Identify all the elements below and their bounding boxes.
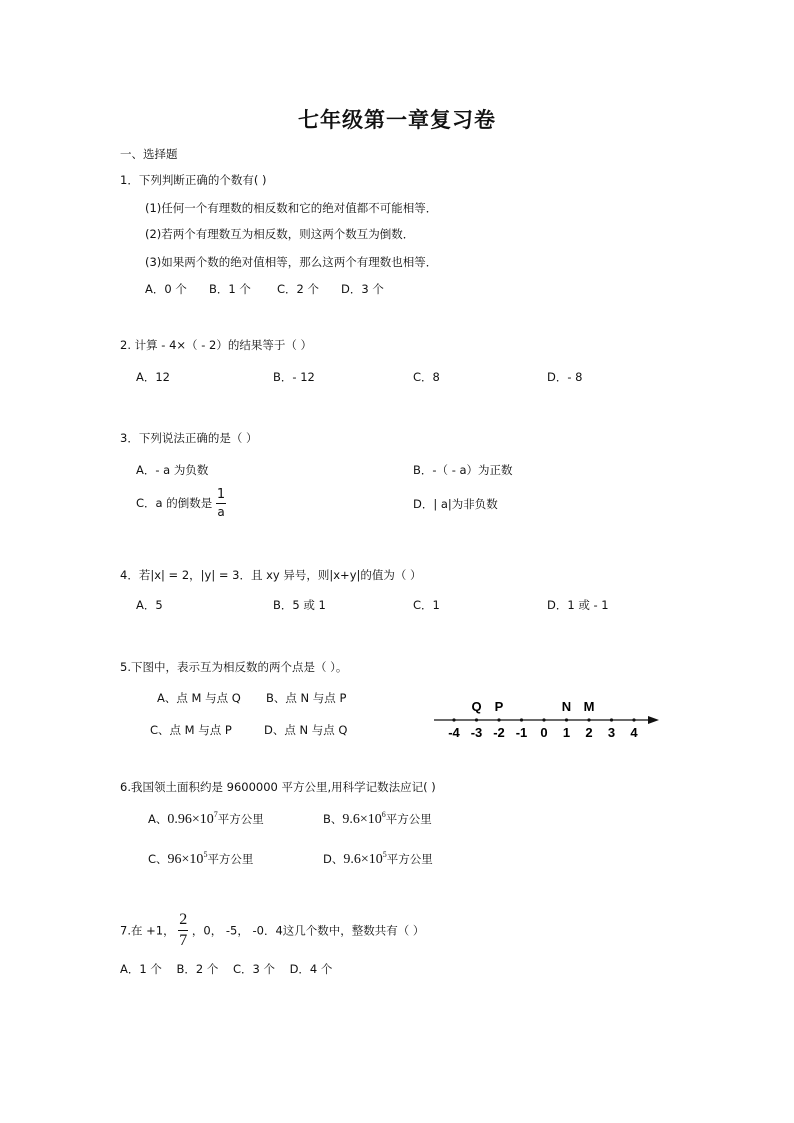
q4-option-c: C．1	[413, 598, 440, 612]
q6-a-exponent: 7	[213, 810, 218, 819]
q3-option-c-text: C．a 的倒数是	[136, 496, 213, 510]
q6-c-times: ×10	[181, 852, 204, 867]
number-line-tick-label: -2	[493, 725, 505, 740]
number-line-tick-label: -3	[470, 725, 483, 740]
q6-option-a-math	[167, 812, 217, 827]
q1-stem: 1．下列判断正确的个数有( )	[120, 173, 267, 187]
q5-option-b: B、点 N 与点 P	[266, 691, 347, 705]
q5-option-c: C、点 M 与点 P	[150, 723, 232, 737]
number-line-tick-label: -4	[448, 725, 460, 740]
number-line-tick	[475, 718, 478, 721]
number-line-tick	[542, 718, 545, 721]
q3-fraction-denominator: a	[217, 505, 225, 519]
q7-fraction-numerator: 2	[179, 911, 188, 928]
number-line-point-m: M	[583, 699, 595, 714]
q6-option-c-unit: 平方公里	[207, 852, 254, 866]
q3-option-c	[136, 488, 226, 518]
section-label: 一、选择题	[120, 147, 178, 161]
q2-stem: 2. 计算 - 4×（ - 2）的结果等于（ ）	[120, 338, 312, 352]
q3-option-d: D．| a|为非负数	[413, 497, 498, 511]
q3-stem: 3．下列说法正确的是（ ）	[120, 431, 258, 445]
number-line-tick-label: 2	[585, 725, 593, 740]
number-line-tick-label: -1	[515, 725, 528, 740]
number-line-tick	[632, 718, 635, 721]
q6-b-exponent: 6	[381, 810, 386, 819]
q4-stem: 4．若|x| = 2，|y| = 3．且 xy 异号，则|x+y|的值为（ ）	[120, 568, 422, 582]
q1-option-c: C．2 个	[277, 282, 320, 296]
q7-stem-prefix: 7.在 +1，	[120, 923, 175, 938]
q2-option-d: D．- 8	[547, 370, 583, 384]
q3-option-a: A．- a 为负数	[136, 463, 209, 477]
number-line-tick-label: 1	[562, 725, 571, 740]
number-line-point-p: P	[494, 699, 504, 714]
q1-option-a: A．0 个	[145, 282, 187, 296]
q6-a-mantissa: 0.96	[167, 812, 192, 827]
q1-statement: (2)若两个有理数互为相反数，则这两个数互为倒数．	[145, 227, 415, 241]
number-line-tick	[587, 718, 590, 721]
q7-stem-suffix: ，0， -5， -0．4这几个数中，整数共有（ ）	[191, 923, 425, 938]
number-line-tick-label: 4	[630, 725, 638, 740]
number-line-tick	[565, 718, 568, 721]
q6-b-mantissa: 9.6	[342, 812, 360, 827]
q1-statement: (1)任何一个有理数的相反数和它的绝对值都不可能相等．	[145, 201, 438, 215]
q6-option-c	[148, 850, 253, 868]
q6-d-times: ×10	[360, 852, 383, 867]
number-line-tick	[610, 718, 613, 721]
q6-a-times: ×10	[191, 812, 214, 827]
q6-option-b-letter: B、	[323, 812, 343, 826]
number-line-arrow	[648, 716, 659, 724]
q6-option-a	[148, 810, 264, 828]
q7-fraction	[178, 912, 188, 949]
q6-option-b-math	[342, 812, 385, 827]
number-line-tick	[520, 718, 523, 721]
q1-option-b: B．1 个	[209, 282, 251, 296]
q7-fraction-denominator: 7	[179, 932, 188, 949]
q5-option-a: A、点 M 与点 Q	[157, 691, 241, 705]
q6-b-times: ×10	[359, 812, 382, 827]
q6-option-a-letter: A、	[148, 812, 168, 826]
q3-option-b: B．-（ - a）为正数	[413, 463, 513, 477]
q6-option-b	[323, 810, 432, 828]
q6-d-exponent: 5	[382, 850, 387, 859]
number-line-tick	[497, 718, 500, 721]
number-line-tick-label: 3	[607, 725, 616, 740]
q6-c-mantissa: 96	[167, 852, 182, 867]
q3-fraction	[216, 488, 226, 518]
q3-fraction-numerator: 1	[216, 487, 226, 502]
number-line-tick-label: 0	[540, 725, 548, 740]
q6-option-c-math	[168, 852, 208, 867]
q1-option-d: D．3 个	[341, 282, 384, 296]
q7-options: A．1 个 B．2 个 C．3 个 D．4 个	[120, 962, 333, 976]
q2-option-b: B．- 12	[273, 370, 315, 384]
q6-c-exponent: 5	[203, 850, 208, 859]
q4-option-d: D．1 或 - 1	[547, 598, 609, 612]
q6-option-d-letter: D、	[323, 852, 344, 866]
q6-d-mantissa: 9.6	[343, 852, 361, 867]
number-line-point-q: Q	[471, 699, 482, 714]
page-title: 七年级第一章复习卷	[298, 108, 496, 132]
number-line-tick	[452, 718, 455, 721]
q6-option-a-unit: 平方公里	[217, 812, 264, 826]
q6-option-d-math	[343, 852, 386, 867]
q6-option-d	[323, 850, 433, 868]
q4-option-a: A．5	[136, 598, 163, 612]
q6-option-c-letter: C、	[148, 852, 168, 866]
number-line	[430, 694, 664, 744]
q5-stem: 5.下图中，表示互为相反数的两个点是（ ）。	[120, 660, 348, 674]
q5-option-d: D、点 N 与点 Q	[264, 723, 348, 737]
q6-option-d-unit: 平方公里	[386, 852, 433, 866]
q6-option-b-unit: 平方公里	[385, 812, 432, 826]
q1-statement: (3)如果两个数的绝对值相等，那么这两个有理数也相等．	[145, 255, 438, 269]
q2-option-c: C．8	[413, 370, 440, 384]
q6-stem: 6.我国领土面积约是 9600000 平方公里,用科学记数法应记( )	[120, 780, 436, 794]
q4-option-b: B．5 或 1	[273, 598, 326, 612]
q7-stem	[120, 912, 424, 949]
number-line-point-n: N	[561, 699, 572, 714]
q2-option-a: A．12	[136, 370, 171, 384]
